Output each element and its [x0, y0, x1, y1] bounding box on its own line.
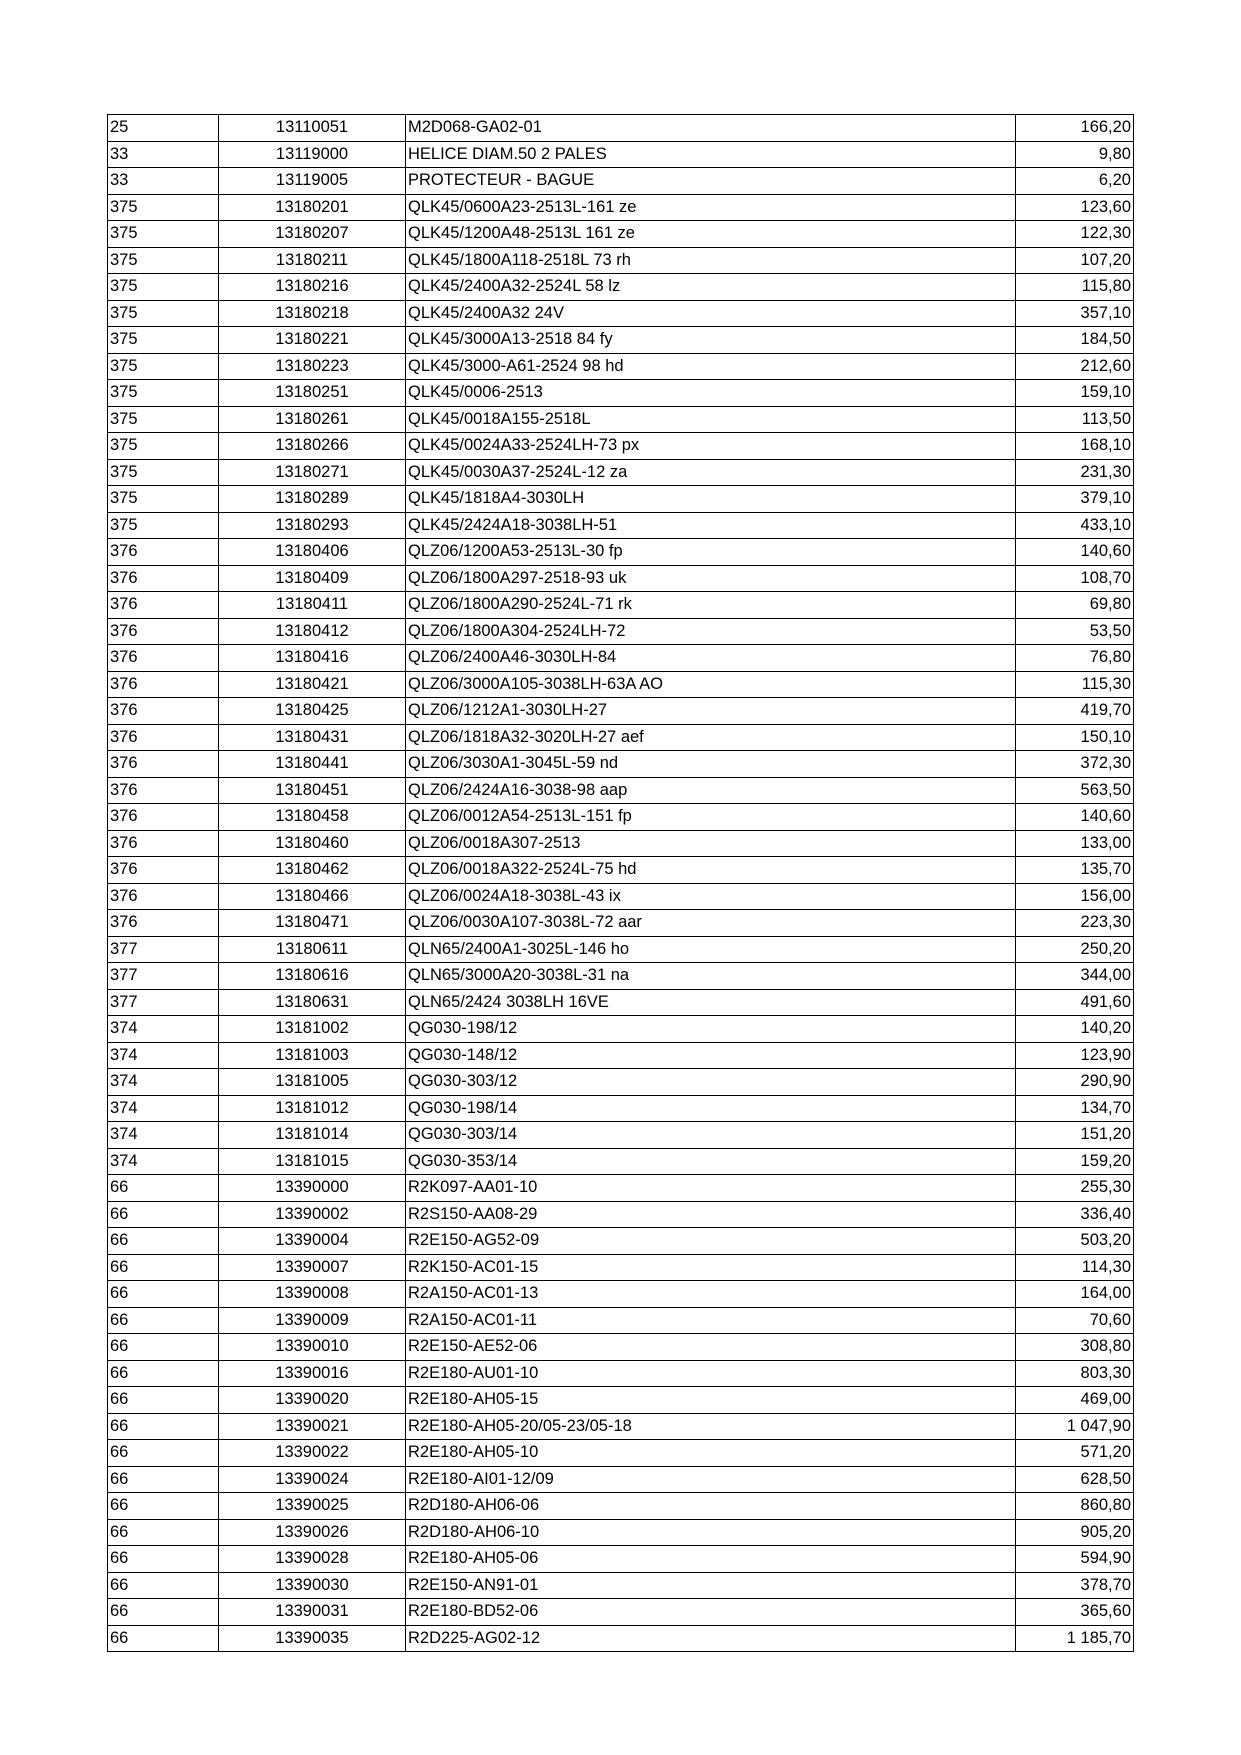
reference-cell: QLZ06/1800A304-2524LH-72 — [406, 618, 1016, 645]
article-code-cell: 13181014 — [219, 1122, 406, 1149]
category-cell: 376 — [108, 724, 219, 751]
price-cell: 122,30 — [1016, 221, 1134, 248]
table-row — [108, 459, 1134, 486]
article-code-cell: 13390028 — [219, 1546, 406, 1573]
reference-cell: R2K150-AC01-15 — [406, 1254, 1016, 1281]
price-cell: 115,30 — [1016, 671, 1134, 698]
price-cell: 6,20 — [1016, 168, 1134, 195]
price-cell: 223,30 — [1016, 910, 1134, 937]
table-row — [108, 671, 1134, 698]
table-row — [108, 1572, 1134, 1599]
reference-cell: QLK45/2400A32-2524L 58 lz — [406, 274, 1016, 301]
price-cell: 419,70 — [1016, 698, 1134, 725]
table-row — [108, 327, 1134, 354]
reference-cell: QLN65/2424 3038LH 16VE — [406, 989, 1016, 1016]
article-code-cell: 13180631 — [219, 989, 406, 1016]
table-row — [108, 830, 1134, 857]
table-row — [108, 1413, 1134, 1440]
reference-cell: QLZ06/0024A18-3038L-43 ix — [406, 883, 1016, 910]
price-cell: 151,20 — [1016, 1122, 1134, 1149]
price-cell: 433,10 — [1016, 512, 1134, 539]
price-cell: 212,60 — [1016, 353, 1134, 380]
article-code-cell: 13180216 — [219, 274, 406, 301]
price-cell: 115,80 — [1016, 274, 1134, 301]
category-cell: 66 — [108, 1440, 219, 1467]
category-cell: 375 — [108, 459, 219, 486]
table-row — [108, 1546, 1134, 1573]
price-cell: 123,60 — [1016, 194, 1134, 221]
reference-cell: R2E150-AG52-09 — [406, 1228, 1016, 1255]
reference-cell: R2K097-AA01-10 — [406, 1175, 1016, 1202]
article-code-cell: 13119000 — [219, 141, 406, 168]
price-cell: 290,90 — [1016, 1069, 1134, 1096]
table-row — [108, 1307, 1134, 1334]
table-row — [108, 751, 1134, 778]
price-cell: 135,70 — [1016, 857, 1134, 884]
table-row — [108, 1042, 1134, 1069]
table-row — [108, 592, 1134, 619]
category-cell: 374 — [108, 1148, 219, 1175]
reference-cell: M2D068-GA02-01 — [406, 115, 1016, 142]
category-cell: 66 — [108, 1360, 219, 1387]
category-cell: 376 — [108, 645, 219, 672]
table-row — [108, 1440, 1134, 1467]
table-row — [108, 645, 1134, 672]
reference-cell: QLZ06/0018A322-2524L-75 hd — [406, 857, 1016, 884]
price-cell: 107,20 — [1016, 247, 1134, 274]
table-row — [108, 777, 1134, 804]
category-cell: 376 — [108, 883, 219, 910]
category-cell: 374 — [108, 1122, 219, 1149]
reference-cell: QLK45/0006-2513 — [406, 380, 1016, 407]
table-row — [108, 486, 1134, 513]
article-code-cell: 13180218 — [219, 300, 406, 327]
table-row — [108, 221, 1134, 248]
category-cell: 375 — [108, 327, 219, 354]
category-cell: 375 — [108, 194, 219, 221]
reference-cell: QLK45/2424A18-3038LH-51 — [406, 512, 1016, 539]
article-code-cell: 13180462 — [219, 857, 406, 884]
price-cell: 563,50 — [1016, 777, 1134, 804]
category-cell: 66 — [108, 1387, 219, 1414]
reference-cell: QLK45/1200A48-2513L 161 ze — [406, 221, 1016, 248]
table-row — [108, 380, 1134, 407]
table-row — [108, 1254, 1134, 1281]
article-code-cell: 13181002 — [219, 1016, 406, 1043]
article-code-cell: 13390026 — [219, 1519, 406, 1546]
table-row — [108, 936, 1134, 963]
table-row — [108, 1519, 1134, 1546]
article-code-cell: 13180251 — [219, 380, 406, 407]
article-code-cell: 13390030 — [219, 1572, 406, 1599]
article-code-cell: 13390024 — [219, 1466, 406, 1493]
price-cell: 69,80 — [1016, 592, 1134, 619]
price-cell: 140,60 — [1016, 804, 1134, 831]
article-code-cell: 13181012 — [219, 1095, 406, 1122]
category-cell: 376 — [108, 857, 219, 884]
reference-cell: R2E180-AH05-10 — [406, 1440, 1016, 1467]
article-code-cell: 13390008 — [219, 1281, 406, 1308]
category-cell: 66 — [108, 1572, 219, 1599]
article-code-cell: 13180412 — [219, 618, 406, 645]
price-cell: 803,30 — [1016, 1360, 1134, 1387]
reference-cell: QLZ06/0030A107-3038L-72 aar — [406, 910, 1016, 937]
article-code-cell: 13180441 — [219, 751, 406, 778]
table-row — [108, 963, 1134, 990]
article-code-cell: 13390000 — [219, 1175, 406, 1202]
article-code-cell: 13390010 — [219, 1334, 406, 1361]
price-cell: 133,00 — [1016, 830, 1134, 857]
reference-cell: QLZ06/1212A1-3030LH-27 — [406, 698, 1016, 725]
article-code-cell: 13180471 — [219, 910, 406, 937]
article-code-cell: 13180223 — [219, 353, 406, 380]
category-cell: 33 — [108, 141, 219, 168]
reference-cell: QLK45/3000A13-2518 84 fy — [406, 327, 1016, 354]
category-cell: 376 — [108, 565, 219, 592]
reference-cell: QLZ06/1800A290-2524L-71 rk — [406, 592, 1016, 619]
price-cell: 140,20 — [1016, 1016, 1134, 1043]
article-code-cell: 13390022 — [219, 1440, 406, 1467]
category-cell: 375 — [108, 247, 219, 274]
reference-cell: QLZ06/3030A1-3045L-59 nd — [406, 751, 1016, 778]
table-row — [108, 1148, 1134, 1175]
article-code-cell: 13110051 — [219, 115, 406, 142]
reference-cell: R2E180-BD52-06 — [406, 1599, 1016, 1626]
article-code-cell: 13390016 — [219, 1360, 406, 1387]
price-cell: 113,50 — [1016, 406, 1134, 433]
category-cell: 66 — [108, 1281, 219, 1308]
table-row — [108, 168, 1134, 195]
price-cell: 469,00 — [1016, 1387, 1134, 1414]
price-cell: 378,70 — [1016, 1572, 1134, 1599]
category-cell: 66 — [108, 1334, 219, 1361]
reference-cell: R2D225-AG02-12 — [406, 1625, 1016, 1652]
table-row — [108, 1016, 1134, 1043]
article-code-cell: 13180458 — [219, 804, 406, 831]
article-code-cell: 13390025 — [219, 1493, 406, 1520]
reference-cell: R2E180-AH05-20/05-23/05-18 — [406, 1413, 1016, 1440]
article-code-cell: 13180293 — [219, 512, 406, 539]
article-code-cell: 13180460 — [219, 830, 406, 857]
category-cell: 375 — [108, 512, 219, 539]
table-row — [108, 1599, 1134, 1626]
category-cell: 377 — [108, 936, 219, 963]
price-cell: 76,80 — [1016, 645, 1134, 672]
table-row — [108, 989, 1134, 1016]
article-code-cell: 13180266 — [219, 433, 406, 460]
article-code-cell: 13119005 — [219, 168, 406, 195]
reference-cell: R2A150-AC01-13 — [406, 1281, 1016, 1308]
reference-cell: QLK45/0030A37-2524L-12 za — [406, 459, 1016, 486]
table-row — [108, 883, 1134, 910]
category-cell: 374 — [108, 1016, 219, 1043]
reference-cell: R2E180-AH05-15 — [406, 1387, 1016, 1414]
article-code-cell: 13180289 — [219, 486, 406, 513]
category-cell: 66 — [108, 1228, 219, 1255]
category-cell: 66 — [108, 1599, 219, 1626]
reference-cell: QLZ06/2424A16-3038-98 aap — [406, 777, 1016, 804]
price-cell: 336,40 — [1016, 1201, 1134, 1228]
price-cell: 372,30 — [1016, 751, 1134, 778]
article-code-cell: 13180221 — [219, 327, 406, 354]
category-cell: 375 — [108, 433, 219, 460]
price-cell: 344,00 — [1016, 963, 1134, 990]
table-row — [108, 115, 1134, 142]
price-cell: 1 047,90 — [1016, 1413, 1134, 1440]
price-cell: 308,80 — [1016, 1334, 1134, 1361]
article-code-cell: 13181015 — [219, 1148, 406, 1175]
price-cell: 156,00 — [1016, 883, 1134, 910]
reference-cell: R2E150-AE52-06 — [406, 1334, 1016, 1361]
article-code-cell: 13390002 — [219, 1201, 406, 1228]
price-cell: 231,30 — [1016, 459, 1134, 486]
price-cell: 134,70 — [1016, 1095, 1134, 1122]
reference-cell: QLZ06/1800A297-2518-93 uk — [406, 565, 1016, 592]
price-cell: 166,20 — [1016, 115, 1134, 142]
article-code-cell: 13180611 — [219, 936, 406, 963]
table-row — [108, 565, 1134, 592]
table-row — [108, 247, 1134, 274]
category-cell: 376 — [108, 751, 219, 778]
category-cell: 66 — [108, 1493, 219, 1520]
category-cell: 376 — [108, 592, 219, 619]
article-code-cell: 13180201 — [219, 194, 406, 221]
article-code-cell: 13390021 — [219, 1413, 406, 1440]
category-cell: 377 — [108, 963, 219, 990]
reference-cell: QLN65/2400A1-3025L-146 ho — [406, 936, 1016, 963]
article-code-cell: 13180616 — [219, 963, 406, 990]
article-code-cell: 13180451 — [219, 777, 406, 804]
price-table — [107, 114, 1134, 1652]
reference-cell: QG030-303/14 — [406, 1122, 1016, 1149]
article-code-cell: 13180261 — [219, 406, 406, 433]
price-cell: 53,50 — [1016, 618, 1134, 645]
table-row — [108, 698, 1134, 725]
category-cell: 376 — [108, 777, 219, 804]
price-cell: 503,20 — [1016, 1228, 1134, 1255]
price-cell: 365,60 — [1016, 1599, 1134, 1626]
reference-cell: R2A150-AC01-11 — [406, 1307, 1016, 1334]
article-code-cell: 13180406 — [219, 539, 406, 566]
article-code-cell: 13180207 — [219, 221, 406, 248]
reference-cell: QG030-198/14 — [406, 1095, 1016, 1122]
category-cell: 374 — [108, 1069, 219, 1096]
price-cell: 114,30 — [1016, 1254, 1134, 1281]
category-cell: 375 — [108, 300, 219, 327]
reference-cell: QLK45/2400A32 24V — [406, 300, 1016, 327]
price-cell: 250,20 — [1016, 936, 1134, 963]
category-cell: 66 — [108, 1201, 219, 1228]
price-cell: 159,20 — [1016, 1148, 1134, 1175]
table-row — [108, 857, 1134, 884]
category-cell: 375 — [108, 221, 219, 248]
reference-cell: QLZ06/2400A46-3030LH-84 — [406, 645, 1016, 672]
price-cell: 9,80 — [1016, 141, 1134, 168]
reference-cell: QLZ06/0018A307-2513 — [406, 830, 1016, 857]
reference-cell: QLK45/0600A23-2513L-161 ze — [406, 194, 1016, 221]
reference-cell: QLN65/3000A20-3038L-31 na — [406, 963, 1016, 990]
table-row — [108, 910, 1134, 937]
price-cell: 594,90 — [1016, 1546, 1134, 1573]
category-cell: 376 — [108, 804, 219, 831]
reference-cell: R2E180-AI01-12/09 — [406, 1466, 1016, 1493]
article-code-cell: 13180431 — [219, 724, 406, 751]
reference-cell: QLK45/3000-A61-2524 98 hd — [406, 353, 1016, 380]
article-code-cell: 13390007 — [219, 1254, 406, 1281]
table-row — [108, 1466, 1134, 1493]
reference-cell: QLZ06/0012A54-2513L-151 fp — [406, 804, 1016, 831]
table-row — [108, 618, 1134, 645]
category-cell: 66 — [108, 1307, 219, 1334]
reference-cell: R2S150-AA08-29 — [406, 1201, 1016, 1228]
reference-cell: R2D180-AH06-06 — [406, 1493, 1016, 1520]
category-cell: 376 — [108, 698, 219, 725]
article-code-cell: 13181005 — [219, 1069, 406, 1096]
price-cell: 159,10 — [1016, 380, 1134, 407]
article-code-cell: 13180411 — [219, 592, 406, 619]
category-cell: 376 — [108, 618, 219, 645]
table-row — [108, 804, 1134, 831]
reference-cell: HELICE DIAM.50 2 PALES — [406, 141, 1016, 168]
table-row — [108, 1625, 1134, 1652]
reference-cell: R2D180-AH06-10 — [406, 1519, 1016, 1546]
price-cell: 150,10 — [1016, 724, 1134, 751]
article-code-cell: 13390009 — [219, 1307, 406, 1334]
price-cell: 140,60 — [1016, 539, 1134, 566]
table-row — [108, 539, 1134, 566]
price-cell: 860,80 — [1016, 1493, 1134, 1520]
category-cell: 376 — [108, 910, 219, 937]
reference-cell: QG030-148/12 — [406, 1042, 1016, 1069]
reference-cell: QLZ06/1818A32-3020LH-27 aef — [406, 724, 1016, 751]
article-code-cell: 13390035 — [219, 1625, 406, 1652]
category-cell: 376 — [108, 539, 219, 566]
reference-cell: R2E180-AU01-10 — [406, 1360, 1016, 1387]
category-cell: 375 — [108, 274, 219, 301]
table-row — [108, 1387, 1134, 1414]
category-cell: 374 — [108, 1095, 219, 1122]
category-cell: 377 — [108, 989, 219, 1016]
article-code-cell: 13390004 — [219, 1228, 406, 1255]
article-code-cell: 13180416 — [219, 645, 406, 672]
reference-cell: QLZ06/3000A105-3038LH-63A AO — [406, 671, 1016, 698]
category-cell: 66 — [108, 1546, 219, 1573]
category-cell: 375 — [108, 486, 219, 513]
reference-cell: QLK45/0024A33-2524LH-73 px — [406, 433, 1016, 460]
category-cell: 66 — [108, 1466, 219, 1493]
price-cell: 571,20 — [1016, 1440, 1134, 1467]
reference-cell: QG030-198/12 — [406, 1016, 1016, 1043]
table-row — [108, 724, 1134, 751]
reference-cell: QLK45/0018A155-2518L — [406, 406, 1016, 433]
table-row — [108, 1095, 1134, 1122]
article-code-cell: 13180409 — [219, 565, 406, 592]
category-cell: 376 — [108, 671, 219, 698]
article-code-cell: 13180271 — [219, 459, 406, 486]
table-row — [108, 1493, 1134, 1520]
table-row — [108, 274, 1134, 301]
table-row — [108, 1334, 1134, 1361]
category-cell: 66 — [108, 1413, 219, 1440]
price-cell: 70,60 — [1016, 1307, 1134, 1334]
price-cell: 108,70 — [1016, 565, 1134, 592]
category-cell: 66 — [108, 1519, 219, 1546]
reference-cell: QLZ06/1200A53-2513L-30 fp — [406, 539, 1016, 566]
table-row — [108, 141, 1134, 168]
reference-cell: R2E180-AH05-06 — [406, 1546, 1016, 1573]
table-row — [108, 353, 1134, 380]
article-code-cell: 13180466 — [219, 883, 406, 910]
reference-cell: PROTECTEUR - BAGUE — [406, 168, 1016, 195]
article-code-cell: 13390031 — [219, 1599, 406, 1626]
category-cell: 375 — [108, 380, 219, 407]
article-code-cell: 13390020 — [219, 1387, 406, 1414]
price-cell: 255,30 — [1016, 1175, 1134, 1202]
category-cell: 66 — [108, 1175, 219, 1202]
price-cell: 379,10 — [1016, 486, 1134, 513]
table-row — [108, 1228, 1134, 1255]
price-cell: 1 185,70 — [1016, 1625, 1134, 1652]
category-cell: 375 — [108, 406, 219, 433]
table-body — [108, 115, 1134, 1652]
table-row — [108, 1175, 1134, 1202]
article-code-cell: 13180211 — [219, 247, 406, 274]
price-cell: 164,00 — [1016, 1281, 1134, 1308]
reference-cell: R2E150-AN91-01 — [406, 1572, 1016, 1599]
article-code-cell: 13181003 — [219, 1042, 406, 1069]
reference-cell: QG030-303/12 — [406, 1069, 1016, 1096]
category-cell: 374 — [108, 1042, 219, 1069]
table-row — [108, 194, 1134, 221]
table-row — [108, 300, 1134, 327]
category-cell: 66 — [108, 1625, 219, 1652]
table-row — [108, 1201, 1134, 1228]
price-cell: 184,50 — [1016, 327, 1134, 354]
price-cell: 357,10 — [1016, 300, 1134, 327]
category-cell: 376 — [108, 830, 219, 857]
table-row — [108, 1122, 1134, 1149]
price-cell: 905,20 — [1016, 1519, 1134, 1546]
table-row — [108, 512, 1134, 539]
table-row — [108, 433, 1134, 460]
category-cell: 375 — [108, 353, 219, 380]
category-cell: 33 — [108, 168, 219, 195]
reference-cell: QLK45/1818A4-3030LH — [406, 486, 1016, 513]
reference-cell: QG030-353/14 — [406, 1148, 1016, 1175]
article-code-cell: 13180421 — [219, 671, 406, 698]
table-row — [108, 406, 1134, 433]
table-row — [108, 1360, 1134, 1387]
price-cell: 491,60 — [1016, 989, 1134, 1016]
price-cell: 168,10 — [1016, 433, 1134, 460]
article-code-cell: 13180425 — [219, 698, 406, 725]
table-row — [108, 1069, 1134, 1096]
price-cell: 123,90 — [1016, 1042, 1134, 1069]
table-row — [108, 1281, 1134, 1308]
price-cell: 628,50 — [1016, 1466, 1134, 1493]
category-cell: 66 — [108, 1254, 219, 1281]
reference-cell: QLK45/1800A118-2518L 73 rh — [406, 247, 1016, 274]
category-cell: 25 — [108, 115, 219, 142]
